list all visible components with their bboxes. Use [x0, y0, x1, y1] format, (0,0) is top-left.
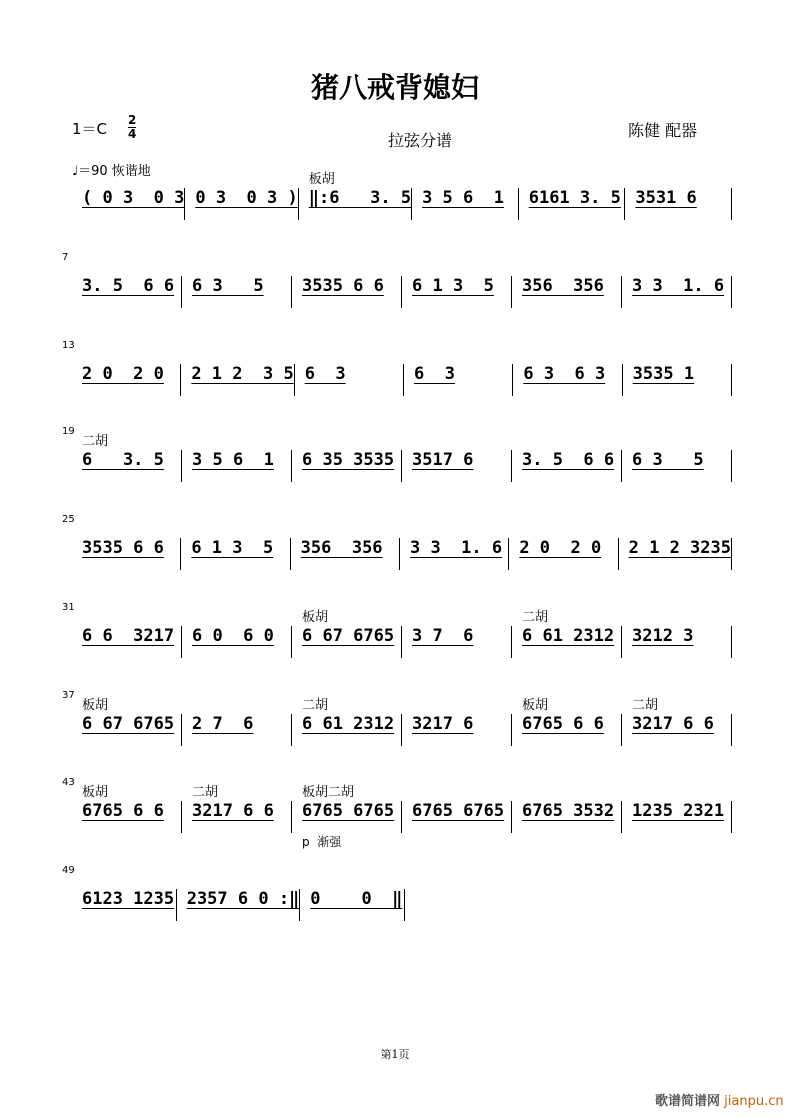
instrument-label: 板胡: [522, 698, 549, 713]
measure: [512, 698, 622, 746]
measure-number: 19: [62, 426, 75, 437]
time-sig-top: 2: [128, 113, 137, 127]
measure: [402, 276, 512, 308]
measures: [72, 610, 732, 658]
notes: 3 7 6: [412, 626, 474, 646]
score-line: [62, 865, 732, 929]
notes: 1235 2321: [632, 801, 725, 821]
notes: 3531 6: [635, 188, 697, 208]
notes: 2 7 6: [192, 714, 254, 734]
notes: 3217 6 6: [632, 714, 714, 734]
notes: 6765 6 6: [82, 801, 164, 821]
dynamics-marking: p 渐强: [302, 835, 342, 849]
measure: [72, 889, 177, 921]
notes: 3535 6 6: [82, 538, 164, 558]
notes: 6 67 6765: [82, 714, 175, 734]
instrument-label: 二胡: [82, 434, 109, 449]
notes: 6 3 6 3: [523, 364, 606, 384]
notes: 2 0 2 0: [519, 538, 602, 558]
notes: 3 5 6 1: [422, 188, 504, 208]
measure: [181, 538, 290, 570]
measure: [402, 450, 512, 482]
measure: [402, 801, 512, 833]
measure: [292, 276, 402, 308]
measure: [182, 276, 292, 308]
instrument-label: 板胡二胡: [302, 785, 355, 800]
notes: 6 1 3 5: [191, 538, 274, 558]
page-title: 猪八戒背媳妇: [310, 71, 479, 104]
arranger: 陈健 配器: [628, 121, 698, 140]
measure: [512, 801, 622, 833]
tempo-marking: ♩＝90 恢谐地: [72, 164, 151, 179]
notes: 3 5 6 1: [192, 450, 274, 470]
score-line: [62, 340, 732, 404]
notes: 6 61 2312: [302, 714, 395, 734]
watermark-en: jianpu.cn: [724, 1094, 784, 1109]
notes: 6765 3532: [522, 801, 615, 821]
measure: [182, 626, 292, 658]
notes: 0 3 0 3 ): [195, 188, 298, 208]
measure: [512, 276, 622, 308]
measure: [292, 785, 402, 849]
notes: 6 3 5: [192, 276, 264, 296]
notes: 6 3 5: [632, 450, 704, 470]
measure: [182, 714, 292, 746]
measure: [512, 450, 622, 482]
notes: 3212 3: [632, 626, 694, 646]
page-number: 第1页: [380, 1048, 410, 1061]
measure-number: 43: [62, 777, 75, 788]
measure: [622, 276, 732, 308]
instrument-label: 板胡: [302, 610, 329, 625]
measures: [72, 538, 732, 570]
measure: [182, 785, 292, 833]
score-line: [62, 777, 732, 849]
notes: 6765 6765: [412, 801, 505, 821]
notes: 2357 6 0 :‖: [186, 889, 300, 909]
measures: [72, 698, 732, 746]
measure: [402, 714, 512, 746]
measure: [72, 276, 182, 308]
notes: 6 0 6 0: [192, 626, 274, 646]
measure: [72, 188, 185, 220]
watermark: [655, 1090, 784, 1109]
measure: [72, 538, 181, 570]
notes: 6765 6765: [302, 801, 395, 821]
key-signature: 1＝C: [72, 120, 108, 138]
instrument-label: 二胡: [522, 610, 549, 625]
measure: [182, 450, 292, 482]
measure: [291, 538, 400, 570]
measure: [513, 364, 622, 396]
instrument-label: 二胡: [302, 698, 329, 713]
notes: 3 3 1. 6: [409, 538, 503, 558]
measure-number: 49: [62, 865, 75, 876]
measure: [292, 610, 402, 658]
measure: [519, 188, 626, 220]
instrument-label: 二胡: [632, 698, 659, 713]
notes: 6765 6 6: [522, 714, 604, 734]
measure: [412, 188, 519, 220]
measures: [72, 364, 732, 396]
notes: 6 1 3 5: [412, 276, 494, 296]
score-line: [62, 690, 732, 754]
instrument-label: 板胡: [308, 172, 335, 187]
subtitle: 拉弦分谱: [387, 131, 452, 150]
notes: 3217 6: [412, 714, 474, 734]
notes: 2 1 2 3 5: [191, 364, 294, 384]
notes: 3. 5 6 6: [82, 276, 175, 296]
notes: 6 61 2312: [522, 626, 615, 646]
measure-number: 13: [62, 340, 75, 351]
score-line: [62, 172, 732, 228]
measure: [292, 450, 402, 482]
measure: [623, 364, 732, 396]
measure: [185, 188, 298, 220]
notes: 6 3: [414, 364, 455, 384]
instrument-label: 二胡: [192, 785, 219, 800]
score-line: [62, 514, 732, 578]
notes: 6 67 6765: [302, 626, 395, 646]
notes: 356 356: [300, 538, 383, 558]
measure-number: 7: [62, 252, 69, 263]
measure: [622, 801, 732, 833]
measure: [619, 538, 732, 570]
notes: 3517 6: [412, 450, 474, 470]
measures: [72, 785, 732, 849]
measure: [625, 188, 732, 220]
measure: [292, 698, 402, 746]
measures: [72, 889, 405, 921]
notes: 3 3 1. 6: [632, 276, 725, 296]
instrument-label: 板胡: [82, 698, 109, 713]
notes: 6 3. 5: [82, 450, 164, 470]
measure: [622, 626, 732, 658]
measure: [300, 889, 405, 921]
notes: 2 1 2 3235: [628, 538, 731, 558]
notes: 6 6 3217: [82, 626, 175, 646]
notes: 6 35 3535: [302, 450, 395, 470]
notes: 3217 6 6: [192, 801, 274, 821]
measures: [72, 276, 732, 308]
notes: 2 0 2 0: [82, 364, 164, 384]
notes: 356 356: [522, 276, 604, 296]
notes: 3535 6 6: [302, 276, 384, 296]
measure: [299, 172, 412, 220]
measure: [622, 450, 732, 482]
measure: [72, 434, 182, 482]
notes: 3. 5 6 6: [522, 450, 615, 470]
notes: 6 3: [304, 364, 346, 384]
measure: [181, 364, 294, 396]
measure: [72, 626, 182, 658]
measure: [400, 538, 509, 570]
watermark-cn: 歌谱简谱网: [655, 1094, 721, 1109]
measure: [509, 538, 618, 570]
notes: 3535 1: [632, 364, 695, 384]
notes: ‖:6 3. 5: [308, 188, 412, 208]
instrument-label: 板胡: [82, 785, 109, 800]
measures: [72, 434, 732, 482]
score-line: [62, 252, 732, 316]
measure: [177, 889, 301, 921]
score-line: [62, 602, 732, 666]
measure: [622, 698, 732, 746]
notes: 6123 1235: [82, 889, 175, 909]
measure: [295, 364, 404, 396]
measure: [404, 364, 513, 396]
measure: [72, 785, 182, 833]
score-line: [62, 426, 732, 490]
measure-number: 37: [62, 690, 75, 701]
measure-number: 31: [62, 602, 75, 613]
measure-number: 25: [62, 514, 75, 525]
notes: ( 0 3 0 3: [82, 188, 185, 208]
measures: [72, 172, 732, 220]
notes: 0 0 ‖: [310, 889, 403, 909]
measure: [72, 698, 182, 746]
notes: 6161 3. 5: [528, 188, 621, 208]
measure: [402, 626, 512, 658]
time-sig-bottom: 4: [128, 127, 137, 141]
measure: [512, 610, 622, 658]
measure: [72, 364, 181, 396]
